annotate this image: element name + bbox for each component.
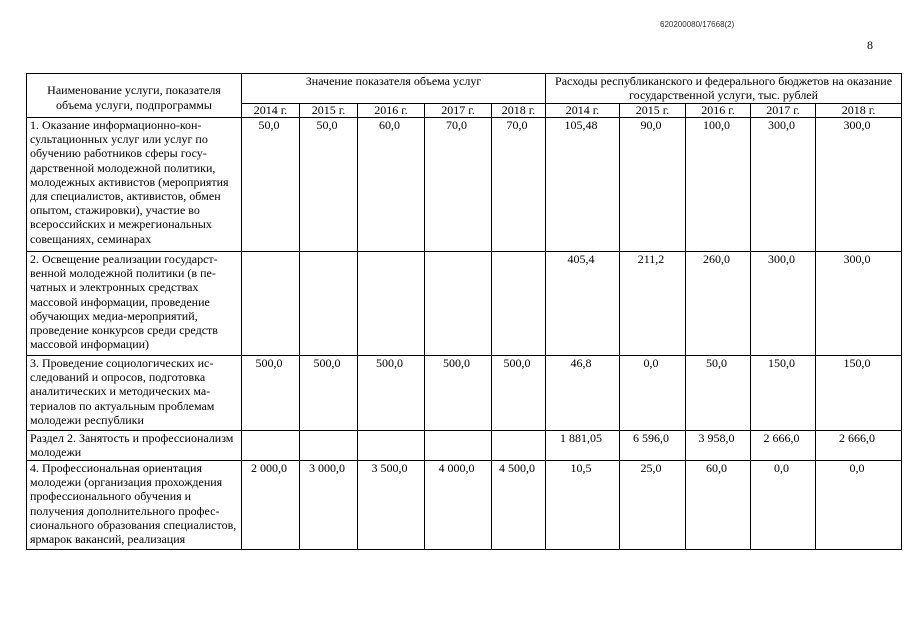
budget-value: 300,0 bbox=[816, 252, 902, 356]
volume-value bbox=[358, 252, 425, 356]
year-header: 2015 г. bbox=[300, 104, 358, 118]
volume-value: 500,0 bbox=[492, 356, 546, 431]
budget-value: 0,0 bbox=[816, 461, 902, 550]
service-name: 1. Оказание информационно-консультационных услуг или услуг по обучению работников сферы государственной молодежной политики, молодежных активистов (мероприятия для специалистов, активистов, обмен опытом, стажировки), участие во всероссийских и межрегиональных совещаниях, семинарах bbox=[27, 118, 242, 252]
volume-value: 60,0 bbox=[358, 118, 425, 252]
year-header: 2018 г. bbox=[492, 104, 546, 118]
volume-value bbox=[425, 252, 492, 356]
year-header: 2017 г. bbox=[425, 104, 492, 118]
budget-value: 10,5 bbox=[546, 461, 620, 550]
volume-value: 500,0 bbox=[358, 356, 425, 431]
year-header: 2014 г. bbox=[242, 104, 300, 118]
year-header: 2016 г. bbox=[358, 104, 425, 118]
volume-value: 70,0 bbox=[492, 118, 546, 252]
budget-value: 300,0 bbox=[816, 118, 902, 252]
group-header-budget: Расходы республиканского и федерального бюджетов на оказание государственной услуги, тыс. рублей bbox=[546, 74, 902, 104]
budget-value: 90,0 bbox=[620, 118, 686, 252]
budget-value: 60,0 bbox=[686, 461, 751, 550]
volume-value bbox=[242, 431, 300, 461]
budget-value: 3 958,0 bbox=[686, 431, 751, 461]
volume-value: 70,0 bbox=[425, 118, 492, 252]
volume-value: 50,0 bbox=[300, 118, 358, 252]
budget-value: 2 666,0 bbox=[816, 431, 902, 461]
budget-value: 0,0 bbox=[751, 461, 816, 550]
table-row bbox=[27, 461, 902, 550]
volume-value: 3 500,0 bbox=[358, 461, 425, 550]
volume-value: 500,0 bbox=[300, 356, 358, 431]
volume-value bbox=[492, 252, 546, 356]
volume-value bbox=[492, 431, 546, 461]
volume-value bbox=[425, 431, 492, 461]
budget-value: 1 881,05 bbox=[546, 431, 620, 461]
budget-value: 105,48 bbox=[546, 118, 620, 252]
volume-value bbox=[300, 431, 358, 461]
year-header: 2018 г. bbox=[816, 104, 902, 118]
budget-value: 50,0 bbox=[686, 356, 751, 431]
group-header-volume: Значение показателя объема услуг bbox=[242, 74, 546, 104]
year-header: 2015 г. bbox=[620, 104, 686, 118]
year-header: 2017 г. bbox=[751, 104, 816, 118]
budget-value: 405,4 bbox=[546, 252, 620, 356]
table-row bbox=[27, 431, 902, 461]
budget-value: 25,0 bbox=[620, 461, 686, 550]
table-row bbox=[27, 118, 902, 252]
budget-value: 2 666,0 bbox=[751, 431, 816, 461]
volume-value: 50,0 bbox=[242, 118, 300, 252]
budget-value: 300,0 bbox=[751, 252, 816, 356]
volume-value: 4 500,0 bbox=[492, 461, 546, 550]
service-name: 2. Освещение реализации государственной молодежной политики (в печатных и электронных средствах массовой информации, проведение обучающих медиа-мероприятий, проведение конкурсов среди средств массовой информации) bbox=[27, 252, 242, 356]
volume-value bbox=[358, 431, 425, 461]
budget-value: 300,0 bbox=[751, 118, 816, 252]
volume-value bbox=[242, 252, 300, 356]
budget-value: 260,0 bbox=[686, 252, 751, 356]
volume-value: 500,0 bbox=[425, 356, 492, 431]
service-name: 3. Проведение социологических исследований и опросов, подготовка аналитических и методических материалов по актуальным проблемам молодежи республики bbox=[27, 356, 242, 431]
volume-value: 4 000,0 bbox=[425, 461, 492, 550]
page-number: 8 bbox=[867, 38, 873, 52]
section-name: Раздел 2. Занятость и профессионализм молодежи bbox=[27, 431, 242, 461]
table-row bbox=[27, 356, 902, 431]
budget-value: 46,8 bbox=[546, 356, 620, 431]
column-header-name: Наименование услуги, показателя объема услуги, подпрограммы bbox=[27, 74, 242, 118]
budget-value: 150,0 bbox=[751, 356, 816, 431]
services-table bbox=[26, 73, 902, 550]
volume-value bbox=[300, 252, 358, 356]
volume-value: 500,0 bbox=[242, 356, 300, 431]
table-row bbox=[27, 252, 902, 356]
budget-value: 6 596,0 bbox=[620, 431, 686, 461]
budget-value: 211,2 bbox=[620, 252, 686, 356]
budget-value: 150,0 bbox=[816, 356, 902, 431]
budget-value: 0,0 bbox=[620, 356, 686, 431]
year-header: 2014 г. bbox=[546, 104, 620, 118]
document-id: 620200080/17668(2) bbox=[660, 20, 735, 29]
volume-value: 3 000,0 bbox=[300, 461, 358, 550]
budget-value: 100,0 bbox=[686, 118, 751, 252]
year-header: 2016 г. bbox=[686, 104, 751, 118]
service-name: 4. Профессиональная ориентация молодежи (организация прохождения профессионального обучения и получения дополнительного профессионального образования специалистов, ярмарок вакансий, реализация bbox=[27, 461, 242, 550]
volume-value: 2 000,0 bbox=[242, 461, 300, 550]
